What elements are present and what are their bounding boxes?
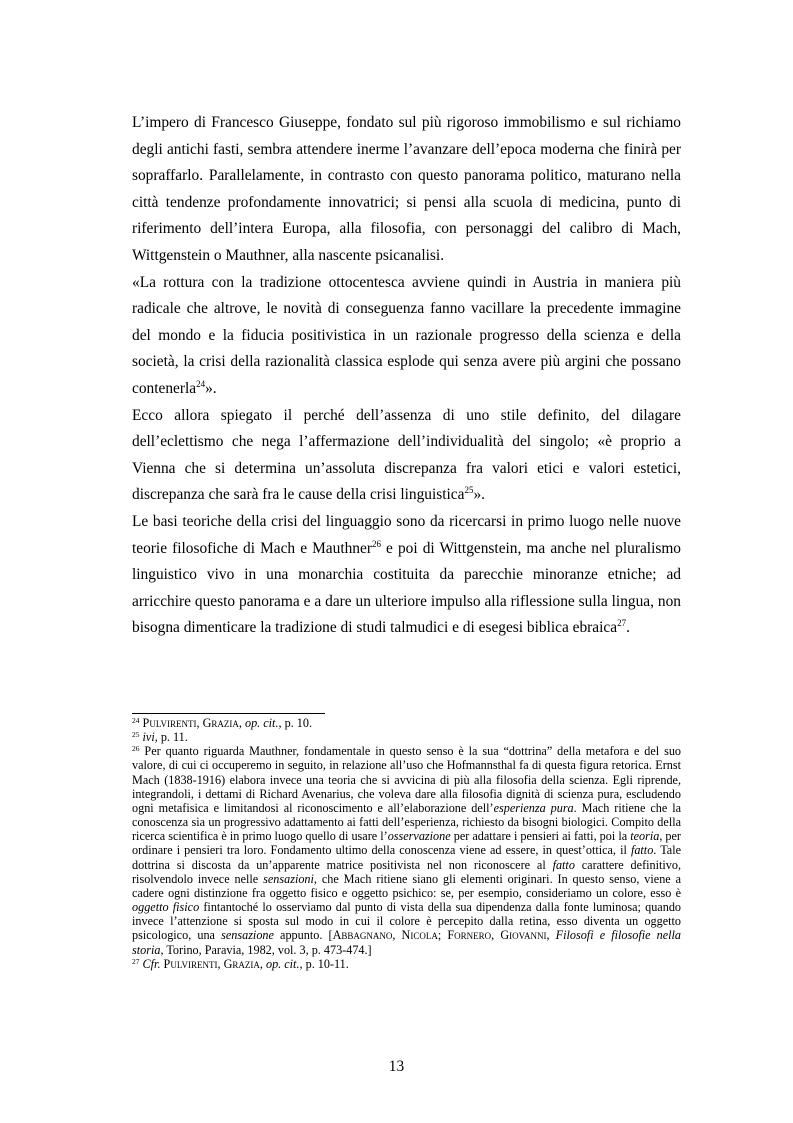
paragraph-3 (132, 403, 681, 509)
footnote-number: 27 (132, 956, 140, 966)
footnote-text: . Mach ritiene che la conoscenza sia un progressivo adattamento ai fatti dell’esperienza, richiesto da bisogni biologici. Compito della ricerca scientifica è in primo luogo quello di usare l’ (132, 800, 681, 844)
footnote-work: ivi, (142, 730, 158, 745)
paragraph-end: . (626, 619, 630, 637)
body-text (132, 110, 681, 642)
footnote-ref-26[interactable]: 26 (371, 538, 381, 549)
footnote-separator (132, 713, 325, 714)
footnote-text: fintantoché lo osserviamo dal punto di vista della sua dipendenza dalla fonte luminosa; quando invece l’attenzione si sposta sul modo in cui il colore è percepito dalla retina, esso diventa un oggetto psicologico, una (132, 900, 682, 943)
footnote-text: appunto. [ (273, 928, 333, 943)
footnote-author: Fornero, Giovanni (447, 928, 547, 943)
footnote-text: , (259, 956, 266, 971)
footnote-27 (132, 957, 681, 971)
footnote-emphasis: esperienza pura (493, 800, 574, 815)
footnote-emphasis: fatto (552, 857, 575, 872)
paragraph-text: e poi di Wittgenstein, ma anche nel pluralismo linguistico vivo in una monarchia costituita da parecchie minoranze etniche; ad arricchire questo panorama e a dare un ulteriore impulso alla riflessione sulla lingua, non bisogna dimenticare la tradizione di studi talmudici e di esegesi biblica ebraica (132, 539, 681, 637)
footnote-text: , (546, 928, 556, 943)
paragraph-text: Ecco allora spiegato il perché dell’assenza di uno stile definito, del dilagare dell’eclettismo che nega l’affermazione dell’individualità del singolo; «è proprio a Vienna che si determina un’assoluta discrepanza fra valori etici e valori estetici, discrepanza che sarà fra le cause della crisi linguistica (132, 406, 681, 504)
footnote-emphasis: oggetto fisico (132, 900, 200, 915)
paragraph-end: ». (205, 379, 217, 397)
footnote-text: p. 11. (157, 730, 188, 745)
footnote-text: per adattare i pensieri ai fatti, poi la (450, 829, 631, 844)
paragraph-2 (132, 270, 681, 403)
footnote-number: 26 (132, 744, 140, 754)
footnote-emphasis: fatto (630, 843, 654, 858)
paragraph-4 (132, 509, 681, 642)
footnote-text: , che Mach ritiene siano gli elementi originari. In questo senso, viene a cadere ogni distinzione fra oggetto fisico e oggetto psichico: se, per esempio, consideriamo un colore, esso è (132, 871, 682, 900)
footnote-text: , p. 10-11. (299, 956, 349, 971)
paragraph-1 (132, 110, 681, 270)
page-number: 13 (388, 1058, 405, 1075)
footnote-text: , Torino, Paravia, 1982, vol. 3, p. 473-474.] (160, 942, 372, 957)
footnote-number: 25 (132, 730, 140, 740)
footnote-work: op. cit. (244, 716, 279, 730)
footnote-26 (132, 744, 681, 956)
footnote-text: . Tale dottrina si discosta da un’apparente matrice positivista nel non riconoscere al (132, 843, 682, 872)
paragraph-end: ». (473, 486, 485, 504)
footnote-emphasis: teoria (630, 829, 660, 844)
footnote-author: Pulvirenti, Grazia (163, 956, 260, 971)
footnote-text: , per ordinare i pensieri tra loro. Fondamento ultimo della conoscenza viene ad essere, in quest’ottica, il (132, 829, 681, 858)
footnote-text: , p. 10. (278, 716, 313, 730)
footnote-work: op. cit. (265, 956, 300, 971)
footnote-author: Pulvirenti, Grazia (142, 716, 239, 730)
footnote-text: Per quanto riguarda Mauthner, fondamentale in questo senso è la sua “dottrina” della metafora e del suo valore, di cui ci occuperemo in seguito, in relazione all’uso che Hofmannsthal fa di questa figura retorica. Ernst Mach (1838-1916) elabora invece una teoria che si avvicina di più alla filosofia della scienza. Egli riprende, integrandoli, i dettami di Richard Avenarius, che voleva dare alla filosofia dignità di scienza pura, escludendo ogni metafisica e limitandosi al riconoscimento e all’elaborazione dell’ (132, 744, 682, 815)
footnote-emphasis: osservazione (387, 829, 451, 844)
footnote-24 (132, 716, 681, 730)
footnote-emphasis: sensazioni (263, 871, 314, 886)
footnote-ref-24[interactable]: 24 (196, 378, 206, 389)
footnotes (132, 716, 681, 971)
footnote-number: 24 (132, 716, 140, 725)
footnote-ref-27[interactable]: 27 (617, 618, 627, 629)
footnote-text: ; (437, 928, 448, 943)
paragraph-text: L’impero di Francesco Giuseppe, fondato sul più rigoroso immobilismo e sul richiamo degli antichi fasti, sembra attendere inerme l’avanzare dell’epoca moderna che finirà per sopraffarlo. Parallelamente, in contrasto con questo panorama politico, maturano nella città tendenze profondamente innovatrici; si pensi alla scuola di medicina, punto di riferimento dell’intera Europa, alla filosofia, con personaggi del calibro di Mach, Wittgenstein o Mauthner, alla nascente psicanalisi. (132, 114, 681, 264)
footnote-ref-25[interactable]: 25 (464, 485, 474, 496)
paragraph-text: Le basi teoriche della crisi del linguaggio sono da ricercarsi in primo luogo nelle nuove teorie filosofiche di Mach e Mauthner (132, 512, 681, 557)
paragraph-text: «La rottura con la tradizione ottocentesca avviene quindi in Austria in maniera più radicale che altrove, le novità di conseguenza fanno vacillare la precedente immagine del mondo e la fiducia positivistica in un razionale progresso della scienza e della società, la crisi della razionalità classica esplode qui senza avere più argini che possano contenerla (132, 273, 681, 397)
footnote-emphasis: sensazione (221, 928, 274, 943)
footnote-text: carattere definitivo, risolvendolo invece nelle (132, 857, 681, 886)
footnote-text: , (238, 716, 245, 730)
footnote-25 (132, 730, 681, 744)
footnote-work: Filosofi e filosofie nella storia (132, 928, 682, 957)
footnote-author: Abbagnano, Nicola (332, 928, 438, 943)
footnote-emphasis: Cfr. (142, 956, 161, 971)
